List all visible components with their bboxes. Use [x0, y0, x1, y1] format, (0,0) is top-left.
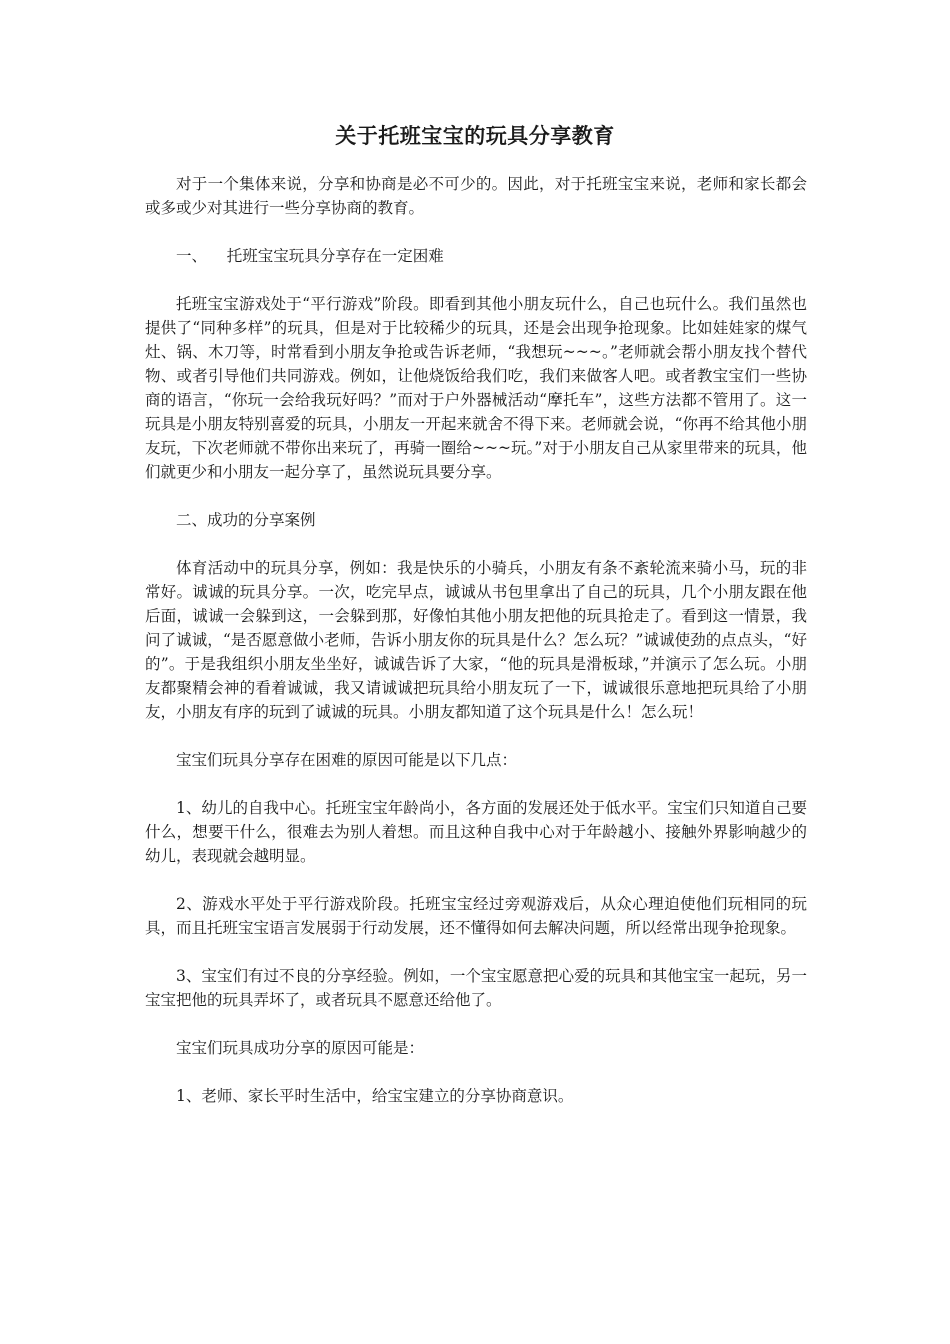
list-item-reason-2: 2、游戏水平处于平行游戏阶段。托班宝宝经过旁观游戏后，从众心理迫使他们玩相同的玩具，而且托班宝宝语言发展弱于行动发展，还不懂得如何去解决问题，所以经常出现争抢现象。 — [145, 895, 807, 937]
document-title: 关于托班宝宝的玩具分享教育 — [335, 123, 615, 148]
list-item-success-reason-1: 1、老师、家长平时生活中，给宝宝建立的分享协商意识。 — [176, 1087, 574, 1105]
section-heading-2: 二、成功的分享案例 — [176, 511, 316, 529]
list-item-reason-3: 3、宝宝们有过不良的分享经验。例如，一个宝宝愿意把心爱的玩具和其他宝宝一起玩，另一宝宝把他的玩具弄坏了，或者玩具不愿意还给他了。 — [145, 967, 807, 1009]
paragraph-success-reasons-intro: 宝宝们玩具成功分享的原因可能是： — [176, 1039, 425, 1057]
document-body — [145, 172, 807, 1132]
paragraph-difficulty: 托班宝宝游戏处于“平行游戏”阶段。即看到其他小朋友玩什么，自己也玩什么。我们虽然也提供了“同种多样”的玩具，但是对于比较稀少的玩具，还是会出现争抢现象。比如娃娃家的煤气灶、锅、木刀等，时常看到小朋友争抢或告诉老师，“我想玩~~~。”老师就会帮小朋友找个替代物、或者引导他们共同游戏。例如，让他烧饭给我们吃，我们来做客人吧。或者教宝宝们一些协商的语言，“你玩一会给我玩好吗？”而对于户外器械活动“摩托车”，这些方法都不管用了。这一玩具是小朋友特别喜爱的玩具，小朋友一开起来就舍不得下来。老师就会说，“你再不给其他小朋友玩，下次老师就不带你出来玩了，再骑一圈给~~~玩。”对于小朋友自己从家里带来的玩具，他们就更少和小朋友一起分享了，虽然说玩具要分享。 — [145, 295, 807, 481]
paragraph-difficulty-reasons-intro: 宝宝们玩具分享存在困难的原因可能是以下几点： — [176, 751, 518, 769]
paragraph-success-case: 体育活动中的玩具分享，例如：我是快乐的小骑兵，小朋友有条不紊轮流来骑小马，玩的非常好。诚诚的玩具分享。一次，吃完早点，诚诚从书包里拿出了自己的玩具，几个小朋友跟在他后面，诚诚一会躲到这，一会躲到那，好像怕其他小朋友把他的玩具抢走了。看到这一情景，我问了诚诚，“是否愿意做小老师，告诉小朋友你的玩具是什么？怎么玩？”诚诚使劲的点点头，“好的”。于是我组织小朋友坐坐好，诚诚告诉了大家，“他的玩具是滑板球，”并演示了怎么玩。小朋友都聚精会神的看着诚诚，我又请诚诚把玩具给小朋友玩了一下，诚诚很乐意地把玩具给了小朋友，小朋友有序的玩到了诚诚的玩具。小朋友都知道了这个玩具是什么！怎么玩！ — [145, 559, 807, 721]
section-heading-1: 一、 托班宝宝玩具分享存在一定困难 — [176, 247, 444, 265]
list-item-reason-1: 1、幼儿的自我中心。托班宝宝年龄尚小，各方面的发展还处于低水平。宝宝们只知道自己要什么，想要干什么，很难去为别人着想。而且这种自我中心对于年龄越小、接触外界影响越少的幼儿，表现就会越明显。 — [145, 799, 807, 865]
paragraph-intro: 对于一个集体来说，分享和协商是必不可少的。因此，对于托班宝宝来说，老师和家长都会或多或少对其进行一些分享协商的教育。 — [145, 175, 807, 217]
